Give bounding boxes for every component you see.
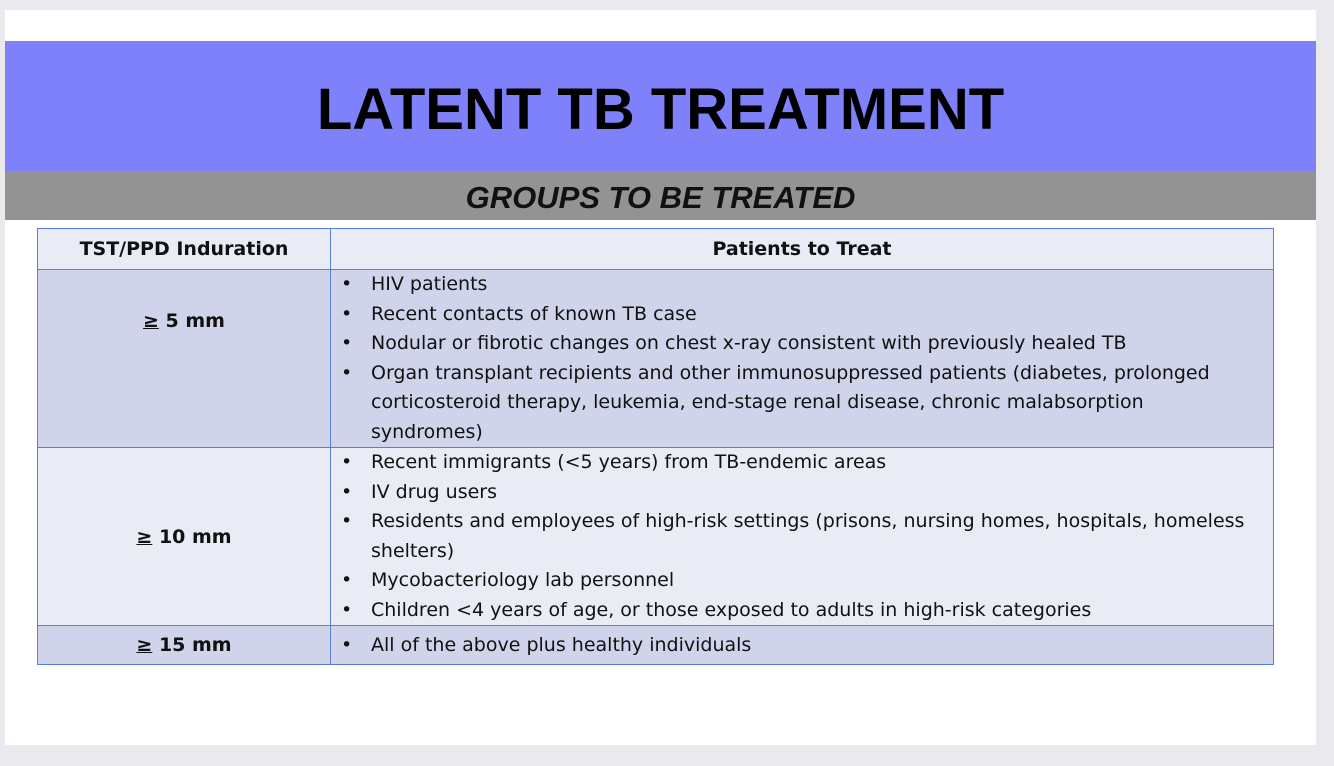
greater-equal-symbol: ≥ <box>143 310 159 332</box>
greater-equal-symbol: ≥ <box>136 633 153 656</box>
list-item: • Mycobacteriology lab personnel <box>331 566 1273 596</box>
list-item: • Recent contacts of known TB case <box>331 300 1273 330</box>
table-row <box>38 270 1274 448</box>
induration-cell <box>38 270 331 448</box>
slide-title: LATENT TB TREATMENT <box>316 76 1005 142</box>
induration-cell <box>38 448 331 626</box>
table-row <box>38 448 1274 626</box>
patients-cell <box>331 626 1274 665</box>
list-item: • HIV patients <box>331 270 1273 300</box>
table-row <box>38 626 1274 665</box>
list-item: • Organ transplant recipients and other immunosuppressed patients (diabetes, prolonged corticosteroid therapy, leukemia, end-stage renal disease, chronic malabsorption syndromes) <box>331 359 1273 448</box>
table-header-row <box>38 229 1274 270</box>
patients-list <box>331 631 1273 661</box>
patients-list <box>331 448 1273 625</box>
list-item: • Residents and employees of high-risk settings (prisons, nursing homes, hospitals, homeless shelters) <box>331 507 1273 566</box>
slide-subtitle: GROUPS TO BE TREATED <box>465 179 856 215</box>
list-item: • Nodular or fibrotic changes on chest x-ray consistent with previously healed TB <box>331 329 1273 359</box>
greater-equal-symbol: ≥ <box>136 525 153 548</box>
treatment-table <box>37 228 1274 665</box>
header-patients: Patients to Treat <box>331 229 1274 270</box>
induration-cell <box>38 626 331 665</box>
induration-value: 10 mm <box>152 525 232 548</box>
list-item: • IV drug users <box>331 478 1273 508</box>
induration-value: 15 mm <box>152 633 232 656</box>
title-bar <box>5 41 1316 171</box>
header-induration: TST/PPD Induration <box>38 229 331 270</box>
induration-value: 5 mm <box>158 310 225 332</box>
list-item: • Children <4 years of age, or those exposed to adults in high-risk categories <box>331 596 1273 626</box>
patients-cell <box>331 270 1274 448</box>
subtitle-bar <box>5 171 1316 220</box>
patients-cell <box>331 448 1274 626</box>
list-item: • All of the above plus healthy individuals <box>331 631 1273 661</box>
list-item: • Recent immigrants (<5 years) from TB-endemic areas <box>331 448 1273 478</box>
patients-list <box>331 270 1273 447</box>
